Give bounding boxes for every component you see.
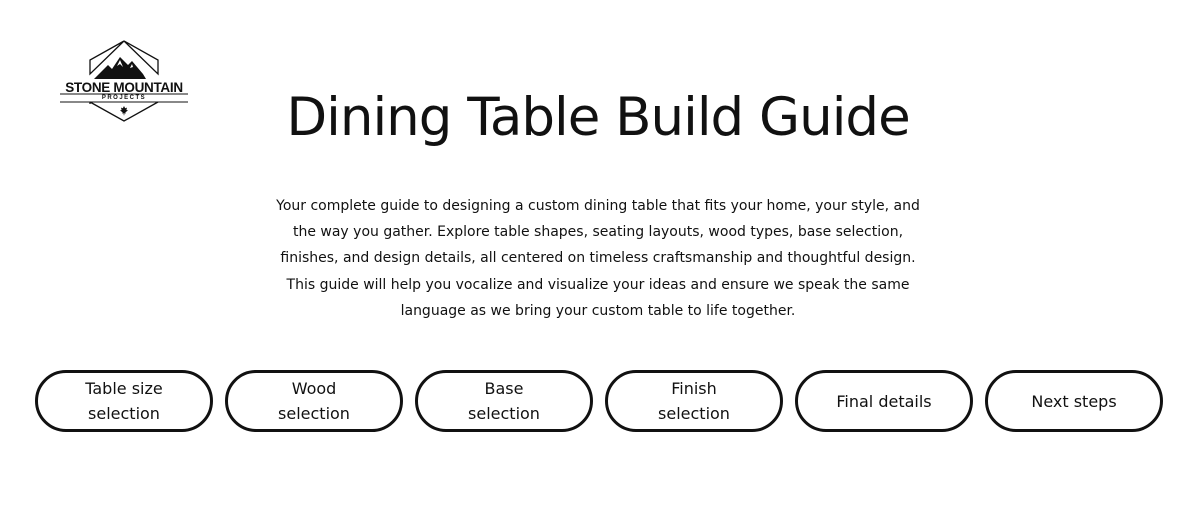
page-title: Dining Table Build Guide <box>286 87 910 148</box>
next-steps-button[interactable] <box>985 370 1163 432</box>
button-label: Final details <box>836 391 932 411</box>
button-label: Base selection <box>468 379 540 423</box>
final-details-button[interactable] <box>795 370 973 432</box>
intro-paragraph: Your complete guide to designing a custom dining table that fits your home, your style, and the way you gather. Explore table shapes, seating layouts, wood types, base selection, finishes, and design details, all centered on timeless craftsmanship and thoughtful design. This guide will help you vocalize and visualize your ideas and ensure we speak the same language as we bring your custom table to life together. <box>276 198 920 319</box>
finish-selection-button[interactable] <box>605 370 783 432</box>
logo-tagline: PROJECTS <box>101 95 147 101</box>
button-label: Wood selection <box>278 379 350 423</box>
base-selection-button[interactable] <box>415 370 593 432</box>
logo-wordmark: STONE MOUNTAIN <box>65 80 183 95</box>
button-label: Table size selection <box>85 379 163 423</box>
button-label: Next steps <box>1031 391 1117 411</box>
button-label: Finish selection <box>658 379 730 423</box>
guide-nav <box>35 370 1163 432</box>
wood-selection-button[interactable] <box>225 370 403 432</box>
table-size-selection-button[interactable] <box>35 370 213 432</box>
